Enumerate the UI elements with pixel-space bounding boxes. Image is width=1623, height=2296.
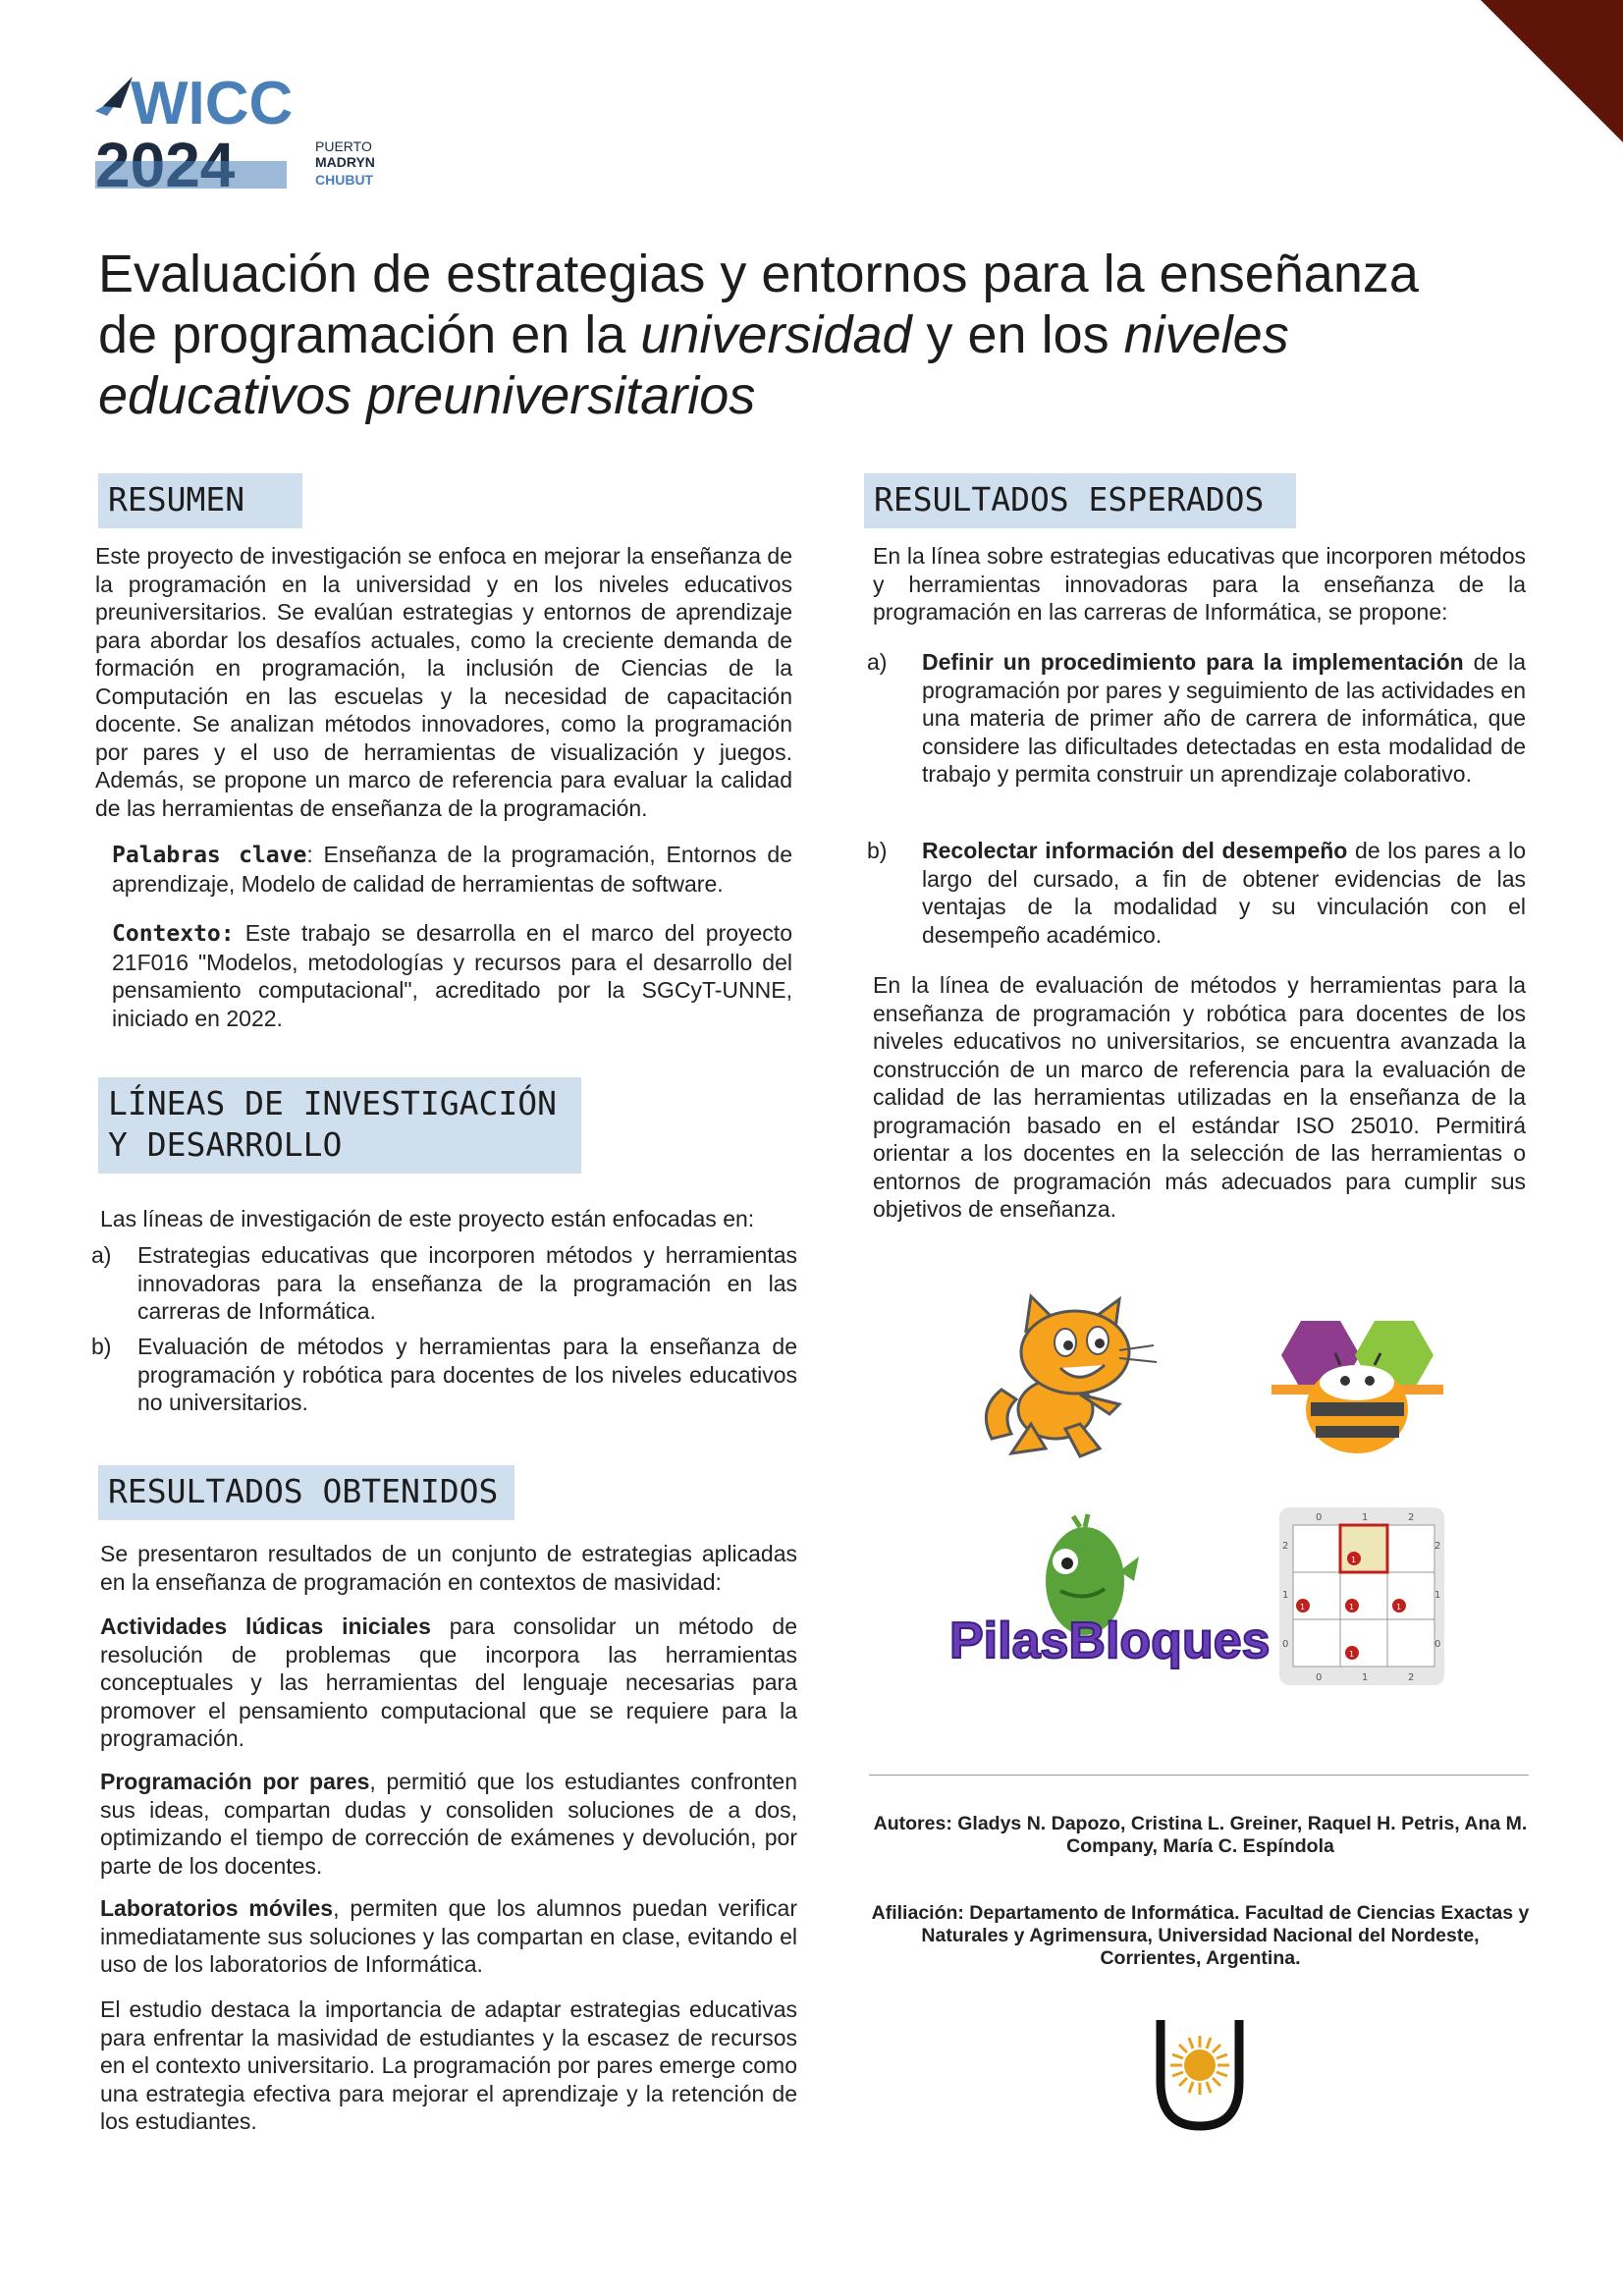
esperados-item-a <box>867 648 1526 789</box>
grid-dot-label-5: 1 <box>1349 1650 1355 1659</box>
esperados-item-a-text: de la programación por pares y seguimiento de las actividades en una materia de primer año de carrera de informática, que considere las dificultades detectadas en esta modalidad de trabajo y permita construir un aprendizaje colaborativo. <box>922 649 1527 787</box>
context-text: Este trabajo se desarrolla en el marco del proyecto 21F016 "Modelos, metodologías y recursos para el desarrollo del pensamiento computacional", acreditado por la SGCyT-UNNE, iniciado en 2022. <box>112 920 792 1031</box>
grid-top-2: 2 <box>1408 1512 1415 1523</box>
grid-top-1: 1 <box>1362 1512 1369 1523</box>
grid-dot-label-3: 1 <box>1349 1603 1355 1612</box>
logo-wicc-text: WICC <box>131 70 294 137</box>
grid-bottom-1: 1 <box>1362 1672 1369 1683</box>
esperados-item-b-bold: Recolectar información del desempeño <box>922 838 1348 863</box>
title-line-2 <box>98 304 1473 365</box>
esperados-item-a-mark: a) <box>867 649 888 675</box>
heading-resumen: RESUMEN <box>98 473 302 528</box>
heading-obtenidos: RESULTADOS OBTENIDOS <box>98 1465 514 1520</box>
grid-dot-label-1: 1 <box>1351 1556 1357 1564</box>
heading-esperados: RESULTADOS ESPERADOS <box>864 473 1296 528</box>
heading-lineas: LÍNEAS DE INVESTIGACIÓN Y DESARROLLO <box>98 1077 581 1174</box>
lineas-item-a <box>91 1241 797 1326</box>
grid-board-svg <box>1279 1507 1444 1685</box>
obtenidos-p1 <box>100 1613 797 1753</box>
context <box>112 919 792 1032</box>
wicc-2024-logo <box>93 67 378 194</box>
grid-bottom-2: 2 <box>1408 1672 1415 1683</box>
context-label: Contexto: <box>112 921 235 947</box>
pilasbloques-image <box>947 1512 1271 1674</box>
corner-triangle <box>1481 0 1623 142</box>
esperados-intro: En la línea sobre estrategias educativas que incorporen métodos y herramientas innovadoras para la enseñanza de la programación en las carreras de Informática, se propone: <box>873 543 1526 625</box>
unne-logo <box>1151 2018 1249 2131</box>
grid-left-0: 0 <box>1282 1639 1289 1650</box>
obtenidos-p2-text: , permitió que los estudiantes confronten sus ideas, compartan dudas y consoliden soluciones de a dos, optimizando el tiempo de corrección de exámenes y devolución, por parte de los docentes. <box>100 1769 798 1879</box>
footer-divider <box>869 1775 1529 1776</box>
esperados-item-a-bold: Definir un procedimiento para la implementación <box>922 649 1464 675</box>
authors: Autores: Gladys N. Dapozo, Cristina L. Greiner, Raquel H. Petris, Ana M. Company, María C. Espíndola <box>873 1813 1528 1857</box>
esperados-item-b-mark: b) <box>867 838 888 863</box>
esperados-final: En la línea de evaluación de métodos y herramientas para la enseñanza de programación y robótica para docentes de los niveles educativos no universitarios, se encuentra avanzada la construcción de un marco de referencia para la evaluación de calidad de las herramientas utilizadas en la enseñanza de la programación basado en el estándar ISO 25010. Permitirá orientar a los docentes en la selección de las herramientas o entornos de programación más adecuados para cumplir sus objetivos de enseñanza. <box>873 972 1526 1222</box>
obtenidos-p3-text: , permiten que los alumnos puedan verificar inmediatamente sus soluciones y las compartan en clase, evitando el uso de los laboratorios de Informática. <box>100 1895 797 1977</box>
grid-right-0: 0 <box>1434 1639 1441 1650</box>
lineas-item-b-text: Evaluación de métodos y herramientas para la enseñanza de programación y robótica para docentes de los niveles educativos no universitarios. <box>137 1334 797 1415</box>
obtenidos-p2-bold: Programación por pares <box>100 1769 370 1794</box>
obtenidos-p4: El estudio destaca la importancia de adaptar estrategias educativas para enfrentar la masividad de estudiantes y la escasez de recursos en el contexto universitario. La programación por pares emerge como una estrategia efectiva para mejorar el aprendizaje y la retención de los estudiantes. <box>100 1996 797 2134</box>
lineas-item-b <box>91 1333 797 1417</box>
keywords <box>112 841 792 898</box>
obtenidos-p1-text: para consolidar un método de resolución de problemas que incorpora las herramientas conceptuales y las herramientas del lenguaje necesarias para promover el pensamiento computacional que se requiere para la programación. <box>100 1613 798 1751</box>
grid-bottom-0: 0 <box>1316 1672 1323 1683</box>
poster-title <box>98 244 1473 426</box>
obtenidos-intro: Se presentaron resultados de un conjunto de estrategias aplicadas en la enseñanza de programación en contextos de masividad: <box>100 1541 797 1595</box>
bee-robot-image <box>1267 1316 1448 1468</box>
obtenidos-p3-bold: Laboratorios móviles <box>100 1895 334 1921</box>
grid-right-1: 1 <box>1434 1590 1441 1601</box>
lineas-item-b-mark: b) <box>91 1334 112 1359</box>
obtenidos-p1-bold: Actividades lúdicas iniciales <box>100 1613 431 1639</box>
grid-left-1: 1 <box>1282 1590 1289 1601</box>
logo-puerto: PUERTO <box>315 138 372 154</box>
title-line-2a: de programación en la <box>98 305 641 364</box>
grid-board-image <box>1279 1507 1444 1685</box>
lineas-intro: Las líneas de investigación de este proyecto están enfocadas en: <box>100 1206 755 1231</box>
grid-dot-label-2: 1 <box>1300 1603 1306 1612</box>
resumen-body: Este proyecto de investigación se enfoca en mejorar la enseñanza de la programación en la universidad y en los niveles educativos preuniversitarios. Se evalúan estrategias y entornos de aprendizaje para abordar los desafíos actuales, como la creciente demanda de formación en programación, la inclusión de Ciencias de la Computación en las escuelas y la necesidad de capacitación docente. Se analizan métodos innovadores, como la programación por pares y el uso de herramientas de visualización y juegos. Además, se propone un marco de referencia para evaluar la calidad de las herramientas de enseñanza de la programación. <box>95 543 792 821</box>
affiliation: Afiliación: Departamento de Informática. Facultad de Ciencias Exactas y Naturales y Agrimensura, Universidad Nacional del Nordeste, Corrientes, Argentina. <box>871 1902 1530 1969</box>
keywords-label: Palabras clave <box>112 843 307 868</box>
esperados-item-b <box>867 837 1526 949</box>
grid-left-2: 2 <box>1282 1541 1289 1552</box>
grid-top-0: 0 <box>1316 1512 1323 1523</box>
lineas-item-a-mark: a) <box>91 1242 112 1268</box>
logo-chubut: CHUBUT <box>315 172 374 188</box>
keywords-text: : Enseñanza de la programación, Entornos de aprendizaje, Modelo de calidad de herramientas de software. <box>112 842 792 897</box>
title-line-3: educativos preuniversitarios <box>98 366 756 425</box>
grid-dot-label-4: 1 <box>1396 1603 1402 1612</box>
pilasbloques-text: PilasBloques <box>949 1613 1271 1669</box>
esperados-item-b-text: de los pares a lo largo del cursado, a fin de obtener evidencias de las ventajas de la modalidad y su vinculación con el desempeño académico. <box>922 838 1526 948</box>
lineas-item-a-text: Estrategias educativas que incorporen métodos y herramientas innovadoras para la enseñanza de la programación en las carreras de Informática. <box>137 1242 797 1324</box>
grid-right-2: 2 <box>1434 1541 1441 1552</box>
logo-madryn: MADRYN <box>315 154 375 170</box>
scratch-cat-image <box>972 1291 1168 1458</box>
title-line-2c: y en los <box>911 305 1124 364</box>
obtenidos-p2 <box>100 1768 797 1880</box>
title-line-2b: universidad <box>640 305 912 364</box>
title-line-2d: niveles <box>1123 305 1289 364</box>
obtenidos-p3 <box>100 1894 797 1979</box>
title-line-1: Evaluación de estrategias y entornos para la enseñanza <box>98 245 1419 303</box>
